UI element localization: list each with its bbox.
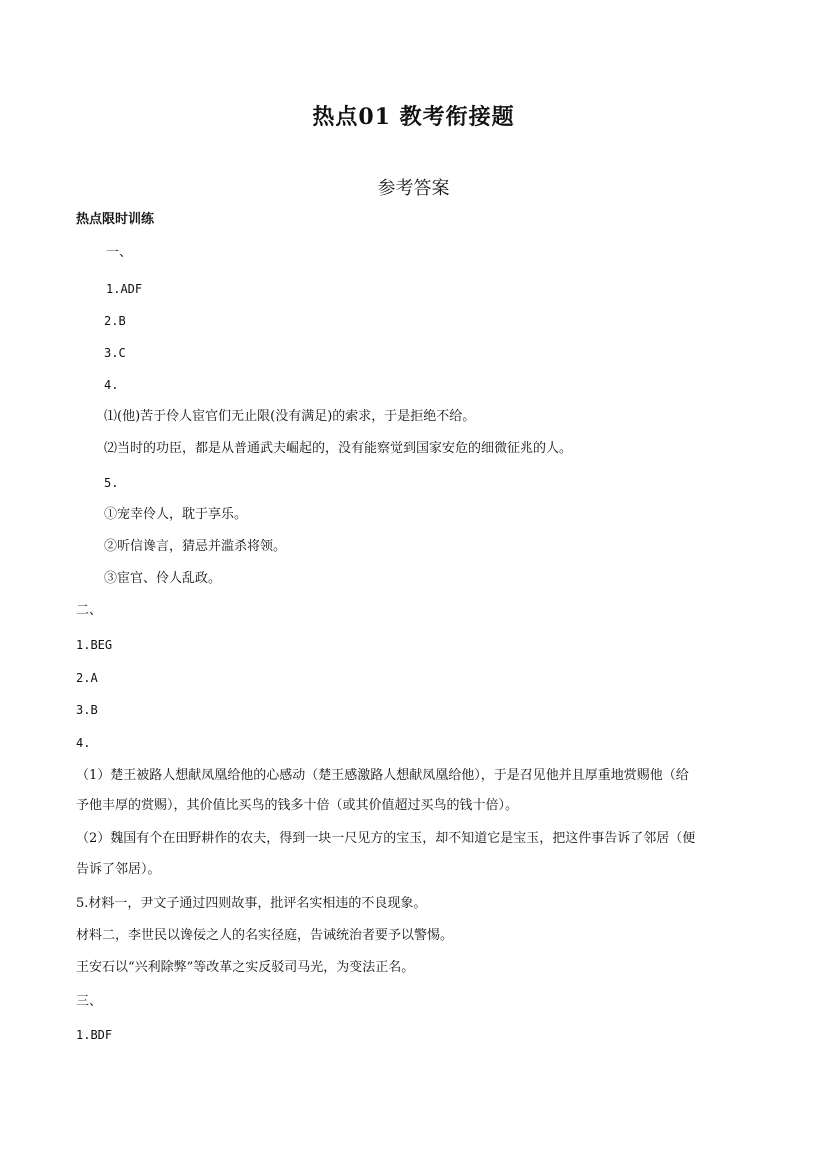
part1-answer-4-sub1: ⑴(他)苦于伶人宦官们无止限(没有满足)的索求，于是拒绝不给。 <box>104 409 476 424</box>
part2-answer-5-line3: 王安石以“兴利除弊”等改革之实反驳司马光，为变法正名。 <box>76 960 415 975</box>
part1-label: 一、 <box>106 245 133 260</box>
document-subtitle: 参考答案 <box>377 178 450 199</box>
part3-label: 三、 <box>76 994 103 1009</box>
part1-answer-5-point2: ②听信谗言，猜忌并滥杀将领。 <box>104 539 287 554</box>
part2-answer-4-label: 4. <box>76 736 91 750</box>
part2-answer-3: 3.B <box>76 703 98 717</box>
part3-answer-1: 1.BDF <box>76 1028 113 1042</box>
section-heading: 热点限时训练 <box>76 212 155 227</box>
part1-answer-2: 2.B <box>104 314 126 328</box>
part1-answer-3: 3.C <box>104 346 126 360</box>
part1-answer-4-sub2: ⑵当时的功臣，都是从普通武夫崛起的，没有能察觉到国家安危的细微征兆的人。 <box>104 441 573 456</box>
part2-answer-4-sub1-line2: 予他丰厚的赏赐），其价值比买鸟的钱多十倍（或其价值超过买鸟的钱十倍）。 <box>76 798 519 813</box>
part2-answer-4-sub2-line2: 告诉了邻居）。 <box>76 862 161 877</box>
part2-answer-5-line1: 5.材料一，尹文子通过四则故事，批评名实相违的不良现象。 <box>76 896 427 911</box>
part1-answer-1: 1.ADF <box>106 282 143 296</box>
part1-answer-5-point3: ③宦官、伶人乱政。 <box>104 571 222 586</box>
part2-answer-4-sub2-line1: （2）魏国有个在田野耕作的农夫，得到一块一尺见方的宝玉，却不知道它是宝玉，把这件事告诉了邻居（便 <box>76 831 696 846</box>
document-title: 热点01 教考衔接题 <box>312 104 515 130</box>
part2-answer-1: 1.BEG <box>76 638 113 652</box>
part2-answer-2: 2.A <box>76 671 98 685</box>
part1-answer-5-point1: ①宠幸伶人，耽于享乐。 <box>104 507 248 522</box>
part2-label: 二、 <box>76 603 103 618</box>
part2-answer-5-line2: 材料二，李世民以谗佞之人的名实径庭，告诫统治者要予以警惕。 <box>76 928 454 943</box>
part2-answer-4-sub1-line1: （1）楚王被路人想献凤凰给他的心感动（楚王感激路人想献凤凰给他），于是召见他并且厚重地赏赐他（给 <box>76 768 689 783</box>
part1-answer-4-label: 4. <box>104 378 119 392</box>
part1-answer-5-label: 5. <box>104 476 119 490</box>
